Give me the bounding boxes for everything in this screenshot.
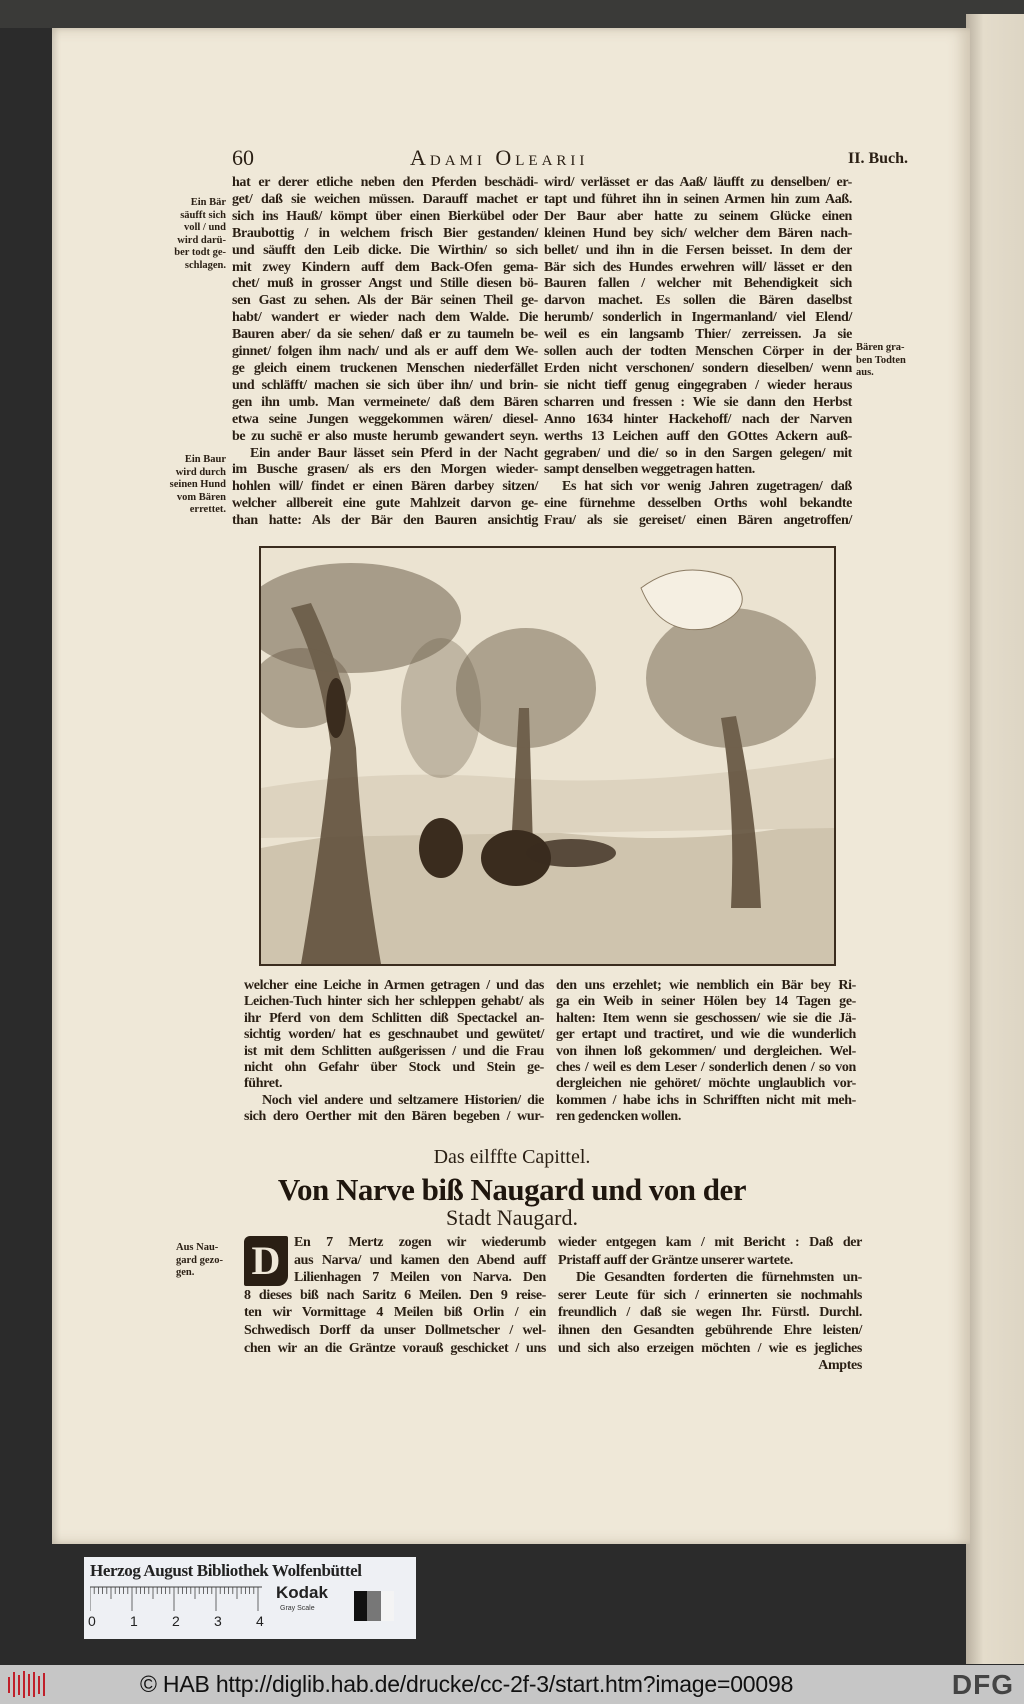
chapter-number: Das eilffte Capittel. [433,1146,591,1168]
kodak-brand: Kodak [276,1583,328,1602]
chapter-title: Von Narve biß Naugard und von der [277,1172,747,1207]
margin-note-line: vom Bären [176,491,226,503]
engraving-image [261,548,834,964]
text-line: En 7 Mertz zogen wir wiederumb [294,1235,546,1250]
text-line: Amptes [818,1358,862,1374]
margin-note-line: gard gezo- [176,1254,223,1266]
text-line: dergleichen nie gehöret/ möchte unglaublich vor- [556,1076,856,1092]
text-column-lower-right [556,978,856,1126]
margin-note-peasant-rescued [160,454,226,517]
text-line: etwa seine Jungen weggekommen wären/ diesel- [232,411,538,427]
hab-logo-icon[interactable] [6,1669,46,1699]
text-line: ist mit dem Schlitten außgerissen / und die Frau [244,1043,544,1059]
text-line: ihr Pferd von dem Schlitten diß Spectackel an- [244,1010,544,1026]
text-line: habt/ wandert er wieder nach dem Walde. Die [232,310,538,326]
text-line: serer Leute für sich / erinnerten sie nochmahls [558,1287,862,1303]
text-line: Der Baur aber hatte zu seinem Glücke einen [544,208,852,224]
text-line: sich dero Oerther mit den Bären begeben / wur- [244,1109,544,1125]
margin-note-line: ber todt ge- [174,247,226,258]
ruler-number: 3 [214,1613,222,1629]
text-line: Leichen-Tuch hinter sich her schleppen gehabt/ als [244,994,544,1010]
text-column-final-right [558,1234,862,1375]
margin-note-bears-dig [856,342,922,380]
text-line: Lilienhagen 7 Meilen von Narva. Den [294,1270,546,1286]
chapter-subtitle: Stadt Naugard. [446,1205,578,1230]
text-line: und sich also erzeigen möchten / wie es jegliches [558,1340,862,1356]
margin-note-line: Ein Baur [184,454,226,465]
text-column-top-left [232,175,538,530]
margin-note-line: Aus Nau- [176,1242,219,1253]
ruler-number: 2 [172,1613,180,1629]
gray-scale-patches [354,1591,394,1621]
ruler-number: 4 [256,1613,264,1629]
text-line: sie nicht tieff genug eingegraben / wieder heraus [544,377,852,393]
text-line: Bauren aber/ da sie sehen/ daß er zu taumeln be- [232,327,538,343]
text-line: sampt denselben weggetragen hatten. [544,462,755,478]
text-line: Braubottig / in welchem frisch Bier gestanden/ [232,225,538,241]
text-line: und säufft den Leib dicke. Die Wirthin/ so sich [232,242,538,258]
text-line: den uns erzehlet; wie nemblich ein Bär bey Ri- [556,978,856,993]
text-line: chet/ muß in grosser Angst und Stille diesen bö- [232,276,538,292]
text-line: sollen auch der todten Menschen Cörper in der [544,344,852,360]
ruler-number: 0 [88,1613,96,1629]
text-column-lower-left [244,978,544,1126]
text-line: Pristaff auff der Gräntze unserer wartete. [558,1252,793,1268]
margin-note-from-naugard [176,1242,223,1280]
text-line: Anno 1634 hinter Hackehoff/ nach der Narven [544,411,852,427]
text-line: nicht ohn Gefahr über Stock und Stein ge- [244,1060,544,1076]
kodak-gray-scale: Gray Scale [280,1605,315,1612]
text-line: welcher allbereit eine gute Mahlzeit darvon ge- [232,496,538,512]
text-line: halten: Item wenn sie geschossen/ wie sie die Jä- [556,1010,856,1026]
text-line: get/ daß sie weichen müssen. Darauff machet er [232,191,538,207]
margin-note-line: aus. [856,367,874,378]
text-line: darvon machet. Es sollen die Bären daselbst [544,293,852,309]
text-line: Schwedisch Dorff da unser Dollmetscher / wel- [244,1322,546,1338]
running-head: Adami Olearii [410,145,589,170]
text-line: hohlen will/ findet er einen Bären darbey sitzen/ [232,479,538,495]
text-line: scharren und fressen : Wie sie dann den Herbst [544,394,852,410]
text-line: be zu suchē er also muste herumb gewandert seyn. [232,428,538,444]
ruler-icon [90,1585,262,1611]
text-line: von ihnen loß gekommen/ und dergleichen. Wel- [556,1043,856,1059]
text-line: Ein ander Baur lässet sein Pferd in der Nacht [250,445,538,461]
copyright-link[interactable]: © HAB http://diglib.hab.de/drucke/cc-2f-3/start.htm?image=00098 [140,1671,794,1697]
engraving-bear-illustration [259,546,836,966]
text-line: eine fürnehme desselben Orths wohl bekandte [544,496,852,512]
margin-note-line: wird durch [175,466,226,478]
text-line: Frau/ als sie gereiset/ einen Bären angetroffen/ [544,513,852,529]
text-line: ger ertapt und tractiret, und wie die wunderlich [556,1027,856,1043]
text-line: ginnet/ folgen ihm nach/ und als er auff dem We- [232,344,538,360]
scanner-background-top [0,0,1024,28]
text-line: mit zwey Kindern auff dem Back-Ofen gema- [232,259,538,275]
text-line: herumb/ sonderlich in Ingermanland/ viel Elend/ [544,310,852,326]
text-column-final-left [244,1234,546,1357]
text-line: führet. [244,1076,283,1092]
dfg-logo: DFG [951,1669,1014,1700]
text-line: sich ins Hauß/ kömpt über einen Bierkübel oder [232,208,538,224]
drop-cap-initial: D [244,1236,288,1286]
margin-note-line: säufft sich [180,209,226,221]
text-line: weil es ein langsamb Thier/ zerreissen. Ja sie [544,327,852,343]
text-line: Bauren fallen / welcher mit Behendigkeit sich [544,276,852,292]
text-line: Erden nicht verschonen/ sondern dieselben/ wenn [544,360,852,376]
text-line: kommen / habe ichs in Schrifften nicht mit meh- [556,1092,856,1108]
book-label: II. Buch. [848,150,909,167]
text-line: kleinen Hund bey sich/ welcher dem Bären nach- [544,225,852,241]
text-line: ches / weil es dem Leser / sonderlich denen / so von [556,1060,856,1076]
text-line: than hatte: Als der Bär den Bauren ansichtig [232,513,538,529]
text-line: gen ihn umb. Man vermeinete/ daß dem Bären [232,394,538,410]
margin-note-bear-drunk [160,197,226,272]
text-line: bellet/ und ihn in die Fersen beisset. In dem der [544,242,852,258]
text-line: Es hat sich vor wenig Jahren zugetragen/ daß [562,479,852,495]
text-line: ren gedencken wollen. [556,1109,682,1125]
text-line: sen Gast zu sehen. Als der Bär seinen Theil ge- [232,293,538,309]
text-line: Die Gesandten forderten die fürnehmsten un- [576,1270,862,1286]
text-line: wird/ verlässet er das Aaß/ läufft zu denselben/ er- [544,175,852,190]
text-line: hat er derer etliche neben den Pferden beschädi- [232,175,538,190]
text-line: im Busche grasen/ als ers den Morgen wieder- [232,462,538,478]
text-line: tapt und führet ihn in seinen Armen hin zum Aaß. [544,191,852,207]
margin-note-line: seinen Hund [169,479,226,490]
scale-card [84,1557,416,1639]
text-line: aus Narva/ und kamen den Abend auff [294,1252,546,1268]
margin-note-line: gen. [176,1267,195,1278]
text-column-top-right [544,175,852,530]
text-line: Bär sich des Hundes erwehren will/ lässet er den [544,259,852,275]
text-line: gegraben/ und die/ so in den Sargen gelegen/ mit [544,445,852,461]
footer-bar [0,1665,1024,1704]
margin-note-line: wird darü- [177,234,226,246]
text-line: chen wir an die Gräntze vorauß geschicket / uns [244,1340,546,1356]
text-line: welcher eine Leiche in Armen getragen / und das [244,978,544,993]
margin-note-line: schlagen. [184,259,226,271]
margin-note-line: Bären gra- [856,342,905,353]
text-line: Noch viel andere und seltzamere Historien/ die [262,1092,544,1108]
margin-note-line: ben Todten [856,354,906,366]
page-number: 60 [232,145,254,170]
text-line: sichtig worden/ hat es geschnaubet und gewütet/ [244,1027,544,1043]
text-line: ga ein Weib in seiner Hölen bey 14 Tagen ge- [556,994,856,1010]
margin-note-line: voll / und [183,222,226,233]
text-line: werths 13 Leichen auff den GOttes Ackern auß- [544,428,852,444]
text-line: ge gleich einem truckenen Menschen niederfället [232,360,538,376]
adjacent-page-edge [966,14,1024,1664]
text-line: ten wir Vormittage 4 Meilen biß Orlin / ein [244,1305,546,1321]
text-line: 8 dieses biß nach Saritz 6 Meilen. Den 9 reise- [244,1287,546,1303]
library-name: Herzog August Bibliothek Wolfenbüttel [90,1561,362,1580]
text-line: wieder entgegen kam / mit Bericht : Daß der [558,1235,862,1250]
margin-note-line: errettet. [189,504,226,515]
ruler-number: 1 [130,1613,138,1629]
margin-note-line: Ein Bär [190,197,226,208]
text-line: freundlich / daß sie wegen Ihr. Fürstl. Durchl. [558,1305,862,1321]
text-line: ihnen den Gesandten gebührende Ehre leisten/ [558,1322,862,1338]
text-line: und schläfft/ machen sie sich über ihn/ und brin- [232,377,538,393]
